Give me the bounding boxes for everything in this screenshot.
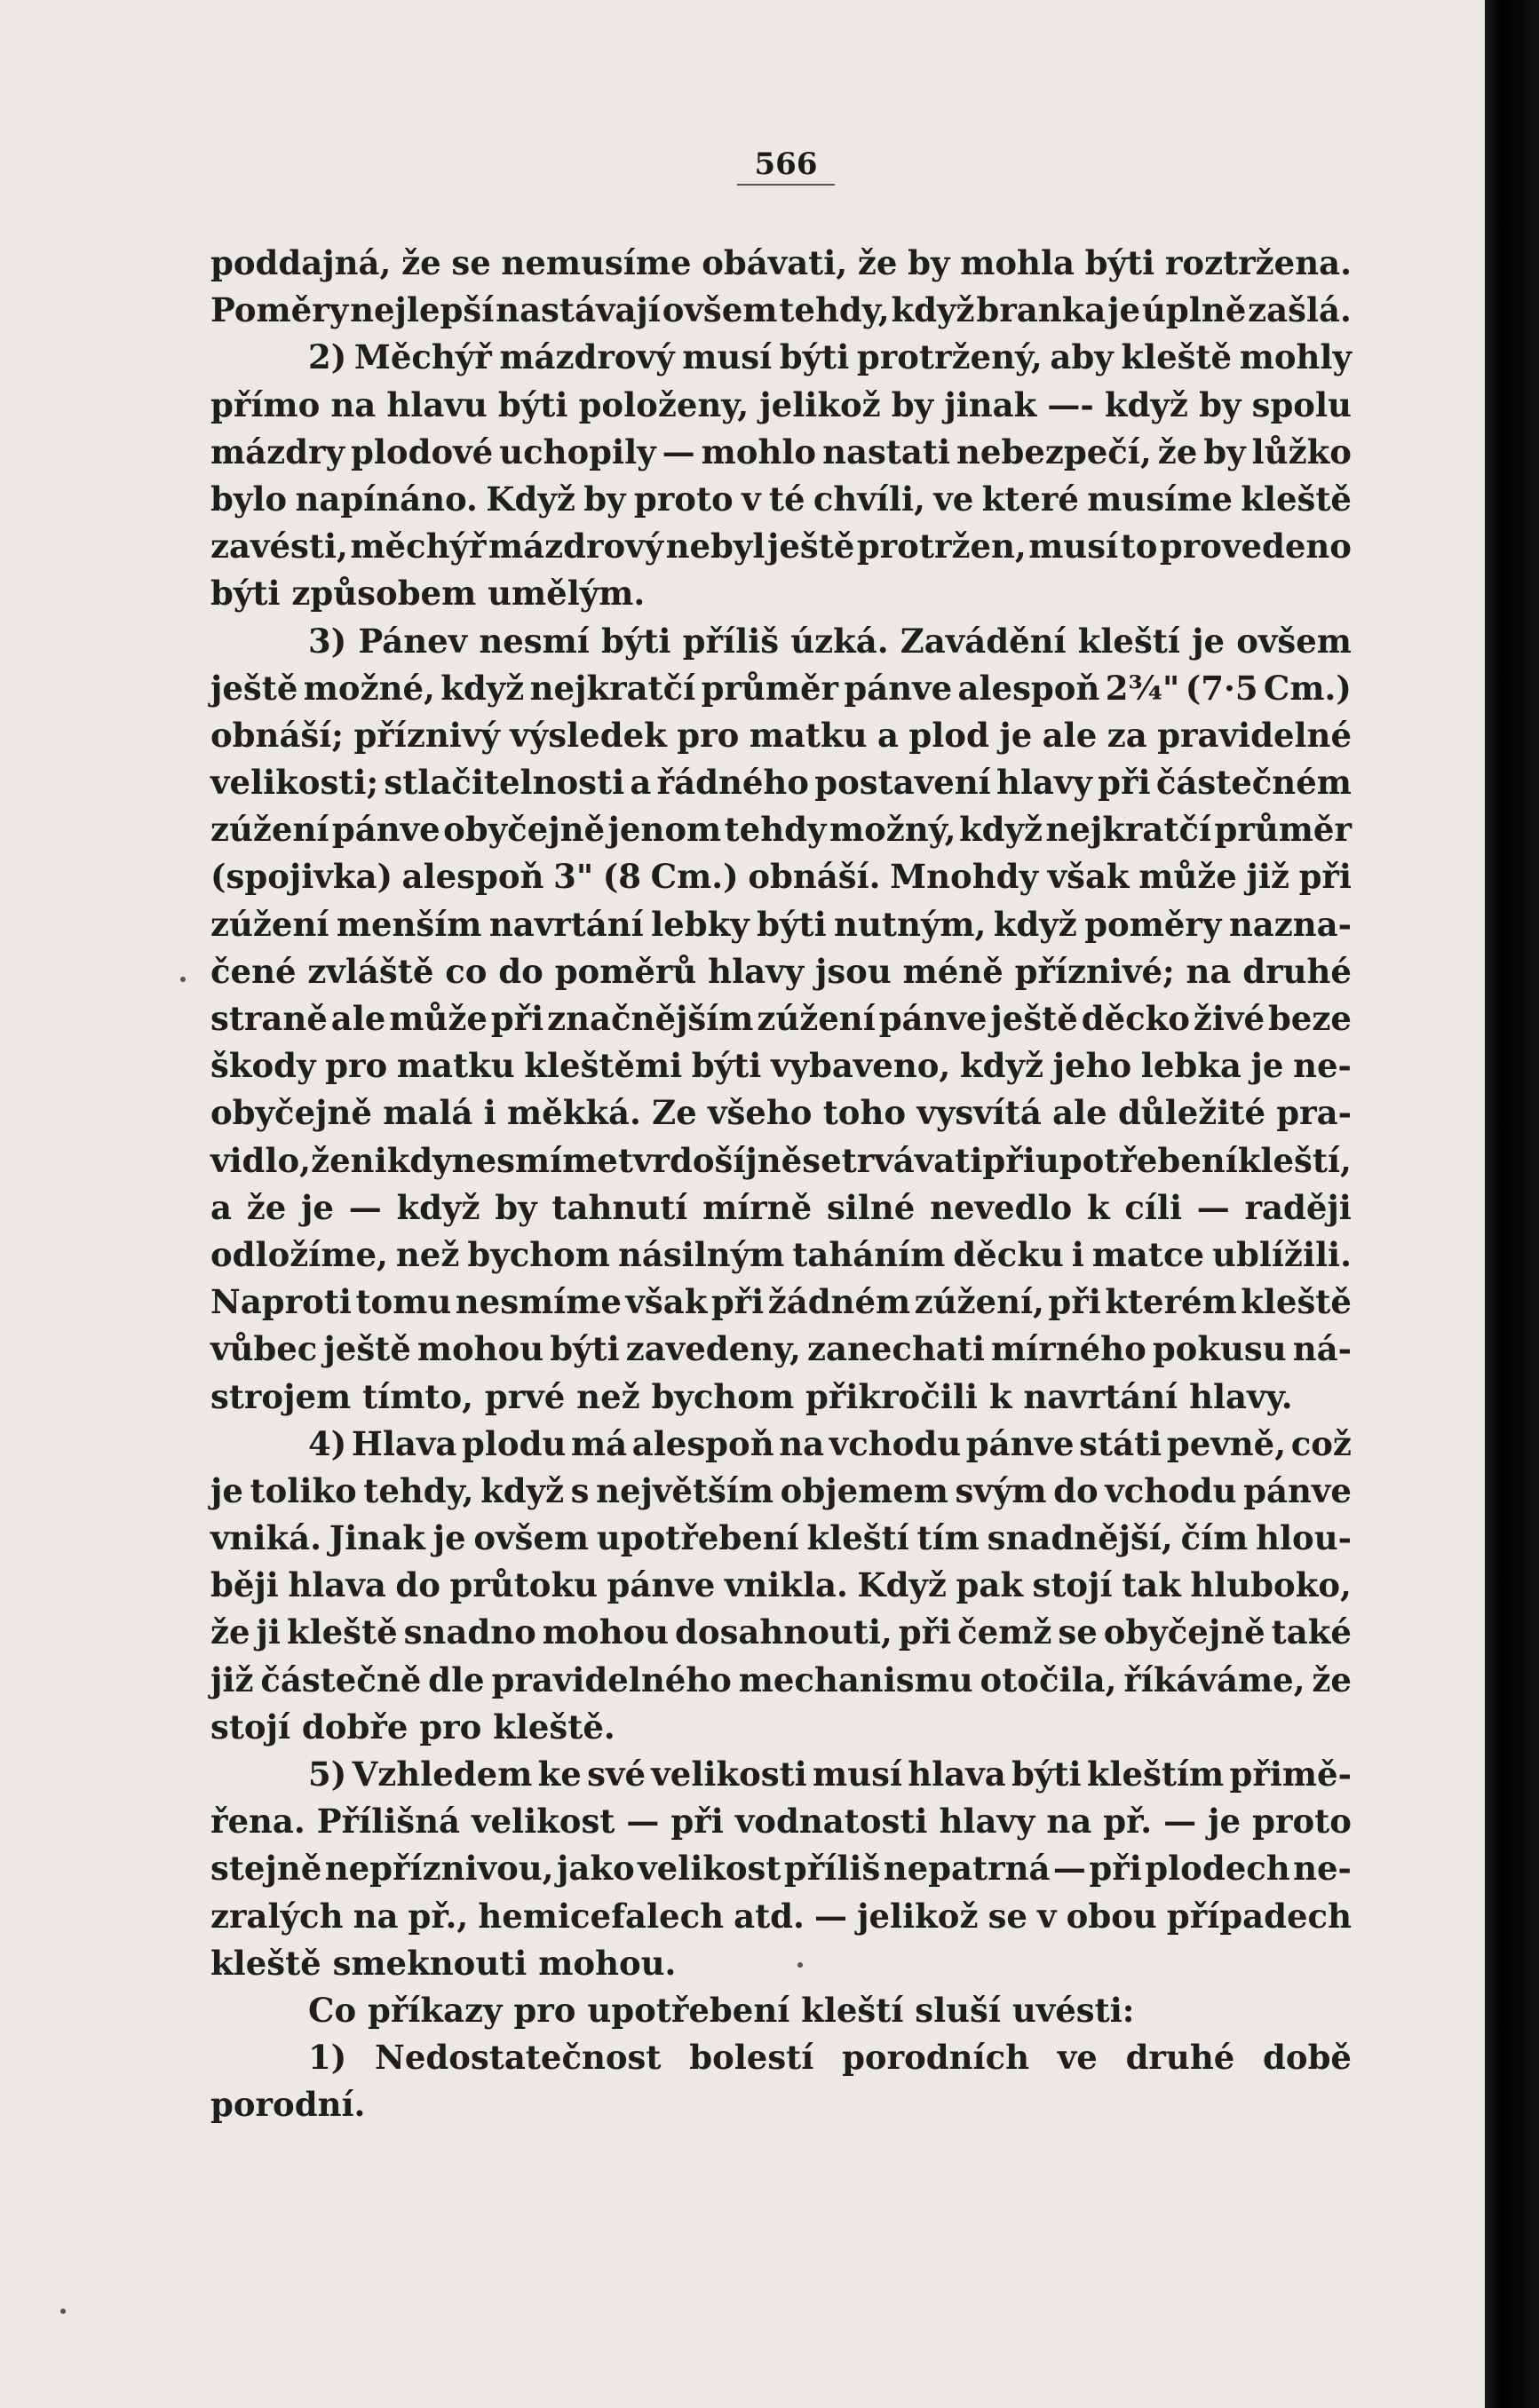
text-line: (spojivka) alespoň 3" (8 Cm.) obnáší. Mnohdy však může již při xyxy=(210,857,1352,897)
text-line: vůbec ještě mohou býti zavedeny, zanechati mírného pokusu ná- xyxy=(210,1329,1352,1369)
text-line: zúžení menším navrtání lebky býti nutným, když poměry nazna- xyxy=(210,904,1352,944)
text-line: zralých na př., hemicefalech atd. — jelikož se v obou případech xyxy=(210,1896,1352,1936)
text-line: stojí dobře pro kleště. xyxy=(210,1707,615,1747)
text-line: 5) Vzhledem ke své velikosti musí hlava býti kleštím přimě- xyxy=(308,1755,1352,1794)
text-line: 2) Měchýř mázdrový musí býti protržený, aby kleště mohly xyxy=(308,337,1352,377)
text-line: přímo na hlavu býti položeny, jelikož by jinak —- když by spolu xyxy=(210,384,1352,424)
text-line: běji hlava do průtoku pánve vnikla. Když pak stojí tak hluboko, xyxy=(210,1565,1352,1605)
margin-speck xyxy=(60,2309,66,2314)
paper-speck xyxy=(797,1962,803,1968)
text-line: 3) Pánev nesmí býti příliš úzká. Zavádění kleští je ovšem xyxy=(308,621,1352,661)
text-line: a že je — když by tahnutí mírně silné nevedlo k cíli — raději xyxy=(210,1187,1352,1227)
text-line: vidlo, že nikdy nesmíme tvrdošíjně setrvávati při upotřebení kleští, xyxy=(210,1140,1352,1180)
page-number: 566 xyxy=(737,147,835,186)
margin-speck xyxy=(180,977,186,982)
text-line: odložíme, než bychom násilným taháním děcku i matce ublížili. xyxy=(210,1234,1352,1274)
text-line: obnáší; příznivý výsledek pro matku a plod je ale za pravidelné xyxy=(210,715,1352,755)
text-line: Poměry nejlepší nastávají ovšem tehdy, když branka je úplně zašlá. xyxy=(210,290,1352,330)
text-line: je toliko tehdy, když s největším objemem svým do vchodu pánve xyxy=(210,1470,1352,1510)
text-line: strojem tímto, prvé než bychom přikročili k navrtání hlavy. xyxy=(210,1376,1293,1416)
text-line: velikosti; stlačitelnosti a řádného postavení hlavy při částečném xyxy=(210,763,1352,803)
scan-edge xyxy=(1485,0,1539,2408)
text-line: mázdry plodové uchopily — mohlo nastati nebezpečí, že by lůžko xyxy=(210,432,1352,471)
text-line: že ji kleště snadno mohou dosahnouti, při čemž se obyčejně také xyxy=(210,1612,1352,1652)
text-line: obyčejně malá i měkká. Ze všeho toho vysvítá ale důležité pra- xyxy=(210,1093,1352,1133)
text-line: řena. Přílišná velikost — při vodnatosti hlavy na př. — je proto xyxy=(210,1802,1352,1842)
text-line: zúžení pánve obyčejně jenom tehdy možný, když nejkratčí průměr xyxy=(210,810,1352,850)
text-line: 4) Hlava plodu má alespoň na vchodu pánve státi pevně, což xyxy=(308,1423,1352,1463)
text-line: škody pro matku kleštěmi býti vybaveno, když jeho lebka je ne- xyxy=(210,1046,1352,1086)
text-line: ještě možné, když nejkratčí průměr pánve alespoň 2¾" (7·5 Cm.) xyxy=(210,668,1352,708)
text-line: 1) Nedostatečnost bolestí porodních ve druhé době xyxy=(308,2038,1352,2078)
text-line: stejně nepříznivou, jako velikost příliš nepatrná — při plodech ne- xyxy=(210,1849,1352,1889)
text-line: čené zvláště co do poměrů hlavy jsou méně příznivé; na druhé xyxy=(210,951,1352,991)
text-line: porodní. xyxy=(210,2085,366,2125)
text-line: Naproti tomu nesmíme však při žádném zúžení, při kterém kleště xyxy=(210,1282,1352,1322)
text-line: Co příkazy pro upotřebení kleští sluší uvésti: xyxy=(308,1990,1135,2030)
text-line: kleště smeknouti mohou. xyxy=(210,1943,677,1983)
text-line: zavésti, měchýř mázdrový nebyl ještě protržen, musí to provedeno xyxy=(210,527,1352,566)
text-line: straně ale může při značnějším zúžení pánve ještě děcko živé beze xyxy=(210,999,1352,1038)
text-line: poddajná, že se nemusíme obávati, že by mohla býti roztržena. xyxy=(210,243,1352,282)
text-line: býti způsobem umělým. xyxy=(210,574,646,614)
text-line: bylo napínáno. Když by proto v té chvíli, ve které musíme kleště xyxy=(210,479,1352,519)
body-text xyxy=(210,240,1352,2129)
text-line: vniká. Jinak je ovšem upotřebení kleští tím snadnější, čím hlou- xyxy=(210,1518,1352,1558)
text-line: již částečně dle pravidelného mechanismu otočila, říkáváme, že xyxy=(210,1659,1352,1699)
